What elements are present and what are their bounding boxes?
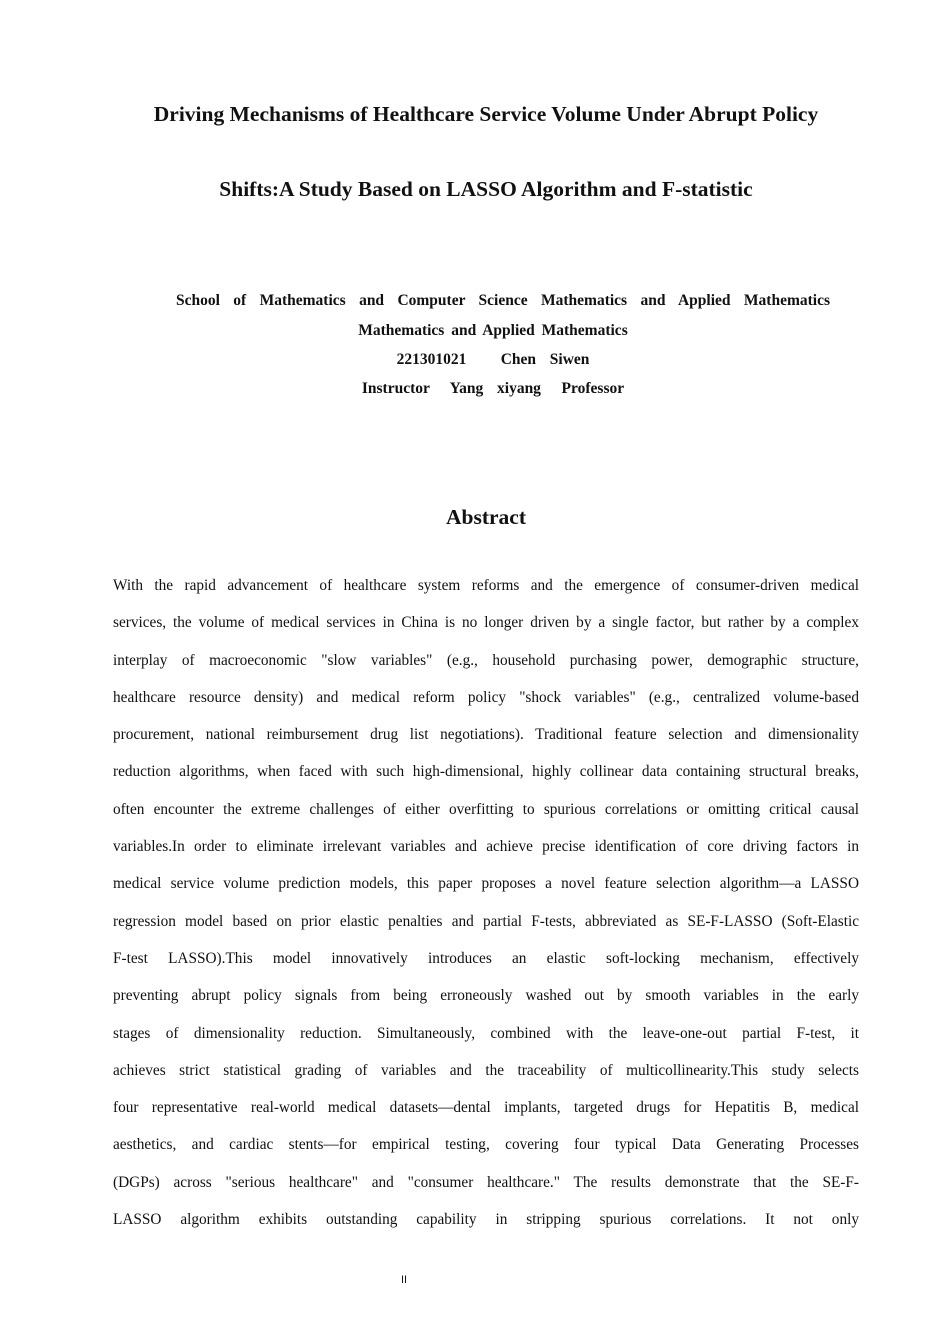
paper-title-line-1: Driving Mechanisms of Healthcare Service Volume Under Abrupt Policy <box>153 102 819 126</box>
abstract-heading: Abstract <box>445 505 526 529</box>
abstract-line: often encounter the extreme challenges of either overfitting to spurious correlations or omitting critical causal <box>113 800 859 818</box>
abstract-line: procurement, national reimbursement drug list negotiations). Traditional feature selection and dimensionality <box>113 726 859 744</box>
abstract-line: variables.In order to eliminate irrelevant variables and achieve precise identification of core driving factors in <box>113 838 859 856</box>
page-number: II <box>400 1274 408 1286</box>
abstract-line: reduction algorithms, when faced with such high-dimensional, highly collinear data containing structural breaks, <box>113 763 859 781</box>
abstract-line: aesthetics, and cardiac stents—for empirical testing, covering four typical Data Generating Processes <box>113 1136 859 1154</box>
student-info: 221301021 Chen Siwen <box>396 351 590 368</box>
abstract-line: healthcare resource density) and medical reform policy "shock variables" (e.g., centralized volume-based <box>113 688 859 706</box>
abstract-body <box>113 571 859 1242</box>
abstract-line: With the rapid advancement of healthcare system reforms and the emergence of consumer-driven medical <box>113 577 859 594</box>
abstract-line: achieves strict statistical grading of variables and the traceability of multicollinearity.This study selects <box>113 1061 859 1079</box>
abstract-line: services, the volume of medical services in China is no longer driven by a single factor, but rather by a complex <box>113 614 859 632</box>
paper-title-line-2: Shifts:A Study Based on LASSO Algorithm and F-statistic <box>219 177 753 201</box>
abstract-line: LASSO algorithm exhibits outstanding capability in stripping spurious correlations. It not only <box>113 1211 859 1229</box>
major-info: Mathematics and Applied Mathematics <box>358 322 628 339</box>
abstract-line: four representative real-world medical datasets—dental implants, targeted drugs for Hepatitis B, medical <box>113 1099 859 1117</box>
abstract-line: interplay of macroeconomic "slow variables" (e.g., household purchasing power, demographic structure, <box>113 651 859 669</box>
school-info: School of Mathematics and Computer Science Mathematics and Applied Mathematics <box>176 292 830 309</box>
instructor-info: Instructor Yang xiyang Professor <box>361 380 625 397</box>
abstract-line: F-test LASSO).This model innovatively introduces an elastic soft-locking mechanism, effectively <box>113 949 859 967</box>
abstract-line: (DGPs) across "serious healthcare" and "consumer healthcare." The results demonstrate that the SE-F- <box>113 1173 859 1191</box>
abstract-line: stages of dimensionality reduction. Simultaneously, combined with the leave-one-out partial F-test, it <box>113 1024 859 1042</box>
abstract-line: medical service volume prediction models, this paper proposes a novel feature selection algorithm—a LASSO <box>113 875 859 893</box>
abstract-line: preventing abrupt policy signals from being erroneously washed out by smooth variables in the early <box>113 987 859 1005</box>
abstract-line: regression model based on prior elastic penalties and partial F-tests, abbreviated as SE-F-LASSO (Soft-Elastic <box>113 912 859 930</box>
